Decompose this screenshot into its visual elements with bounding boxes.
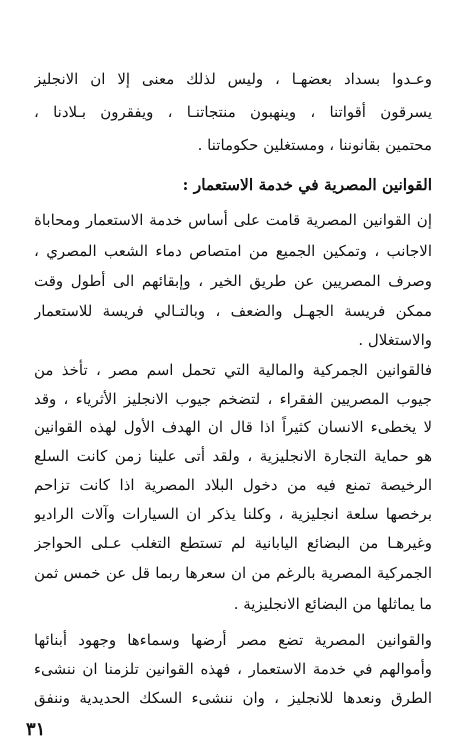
text-line: لا يخطىء الانسان كثيراً اذا قال ان الهدف الأول لهذه القوانين <box>34 418 432 436</box>
text-line: جيوب المصريين الفقراء ، لتضخم جيوب الانجليز الأثرياء ، وقد <box>34 390 432 408</box>
text-line: برخصها سلعة انجليزية ، وكلنا يذكر ان السيارات وآلات الراديو <box>34 505 432 523</box>
text-line: وعـدوا بسداد بعضهـا ، وليس لذلك معنى إلا ان الانجليز <box>34 70 432 88</box>
text-line: والاستغلال . <box>358 331 432 349</box>
text-line: وأموالهم في خدمة الاستعمار ، فهذه القوانين تلزمنا ان ننشىء <box>34 660 432 678</box>
text-line: الرخيصة تمنع فيه من دخول البلاد المصرية اذا كانت تزاحم <box>34 476 432 494</box>
text-line: والقوانين المصرية تضع مصر أرضها وسماءها وجهود أبنائها <box>34 631 432 649</box>
text-line: هو حماية التجارة الانجليزية ، ولقد أتى علينا زمن كانت السلع <box>34 447 432 465</box>
text-line: ما يماثلها من البضائع الانجليزية . <box>233 595 432 613</box>
text-line: محتمين بقانوننا ، ومستغلين حكوماتنا . <box>197 136 432 154</box>
section-heading: القوانين المصرية في خدمة الاستعمار : <box>182 175 432 194</box>
text-line: وصرف المصريين عن طريق الخير ، وإبقائهم الى أطول وقت <box>34 272 432 290</box>
text-line: الطرق ونعدها للانجليز ، وان ننشىء السكك الحديدية وننفق <box>34 689 432 707</box>
text-line: يسرقون أقواتنا ، وينهبون منتجاتنـا ، ويفقرون بـلادنا ، <box>34 103 432 121</box>
text-line: ممكن فريسة الجهـل والضعف ، وبالتـالي فريسة للاستعمار <box>34 302 432 320</box>
page-number: ٣١ <box>26 719 46 740</box>
text-line: الجمركية المصرية بالرغم من ان سعرها ربما قل عن خمس ثمن <box>34 564 432 582</box>
text-line: إن القوانين المصرية قامت على أساس خدمة الاستعمار ومحاباة <box>34 211 432 229</box>
text-line: وغيرهـا من البضائع اليابانية لم تستطع التغلب عـلى الحواجز <box>34 534 432 552</box>
text-line: فالقوانين الجمركية والمالية التي تحمل اسم مصر ، تأخذ من <box>34 361 432 379</box>
text-line: الاجانب ، وتمكين الجميع من امتصاص دماء الشعب المصري ، <box>34 242 432 260</box>
